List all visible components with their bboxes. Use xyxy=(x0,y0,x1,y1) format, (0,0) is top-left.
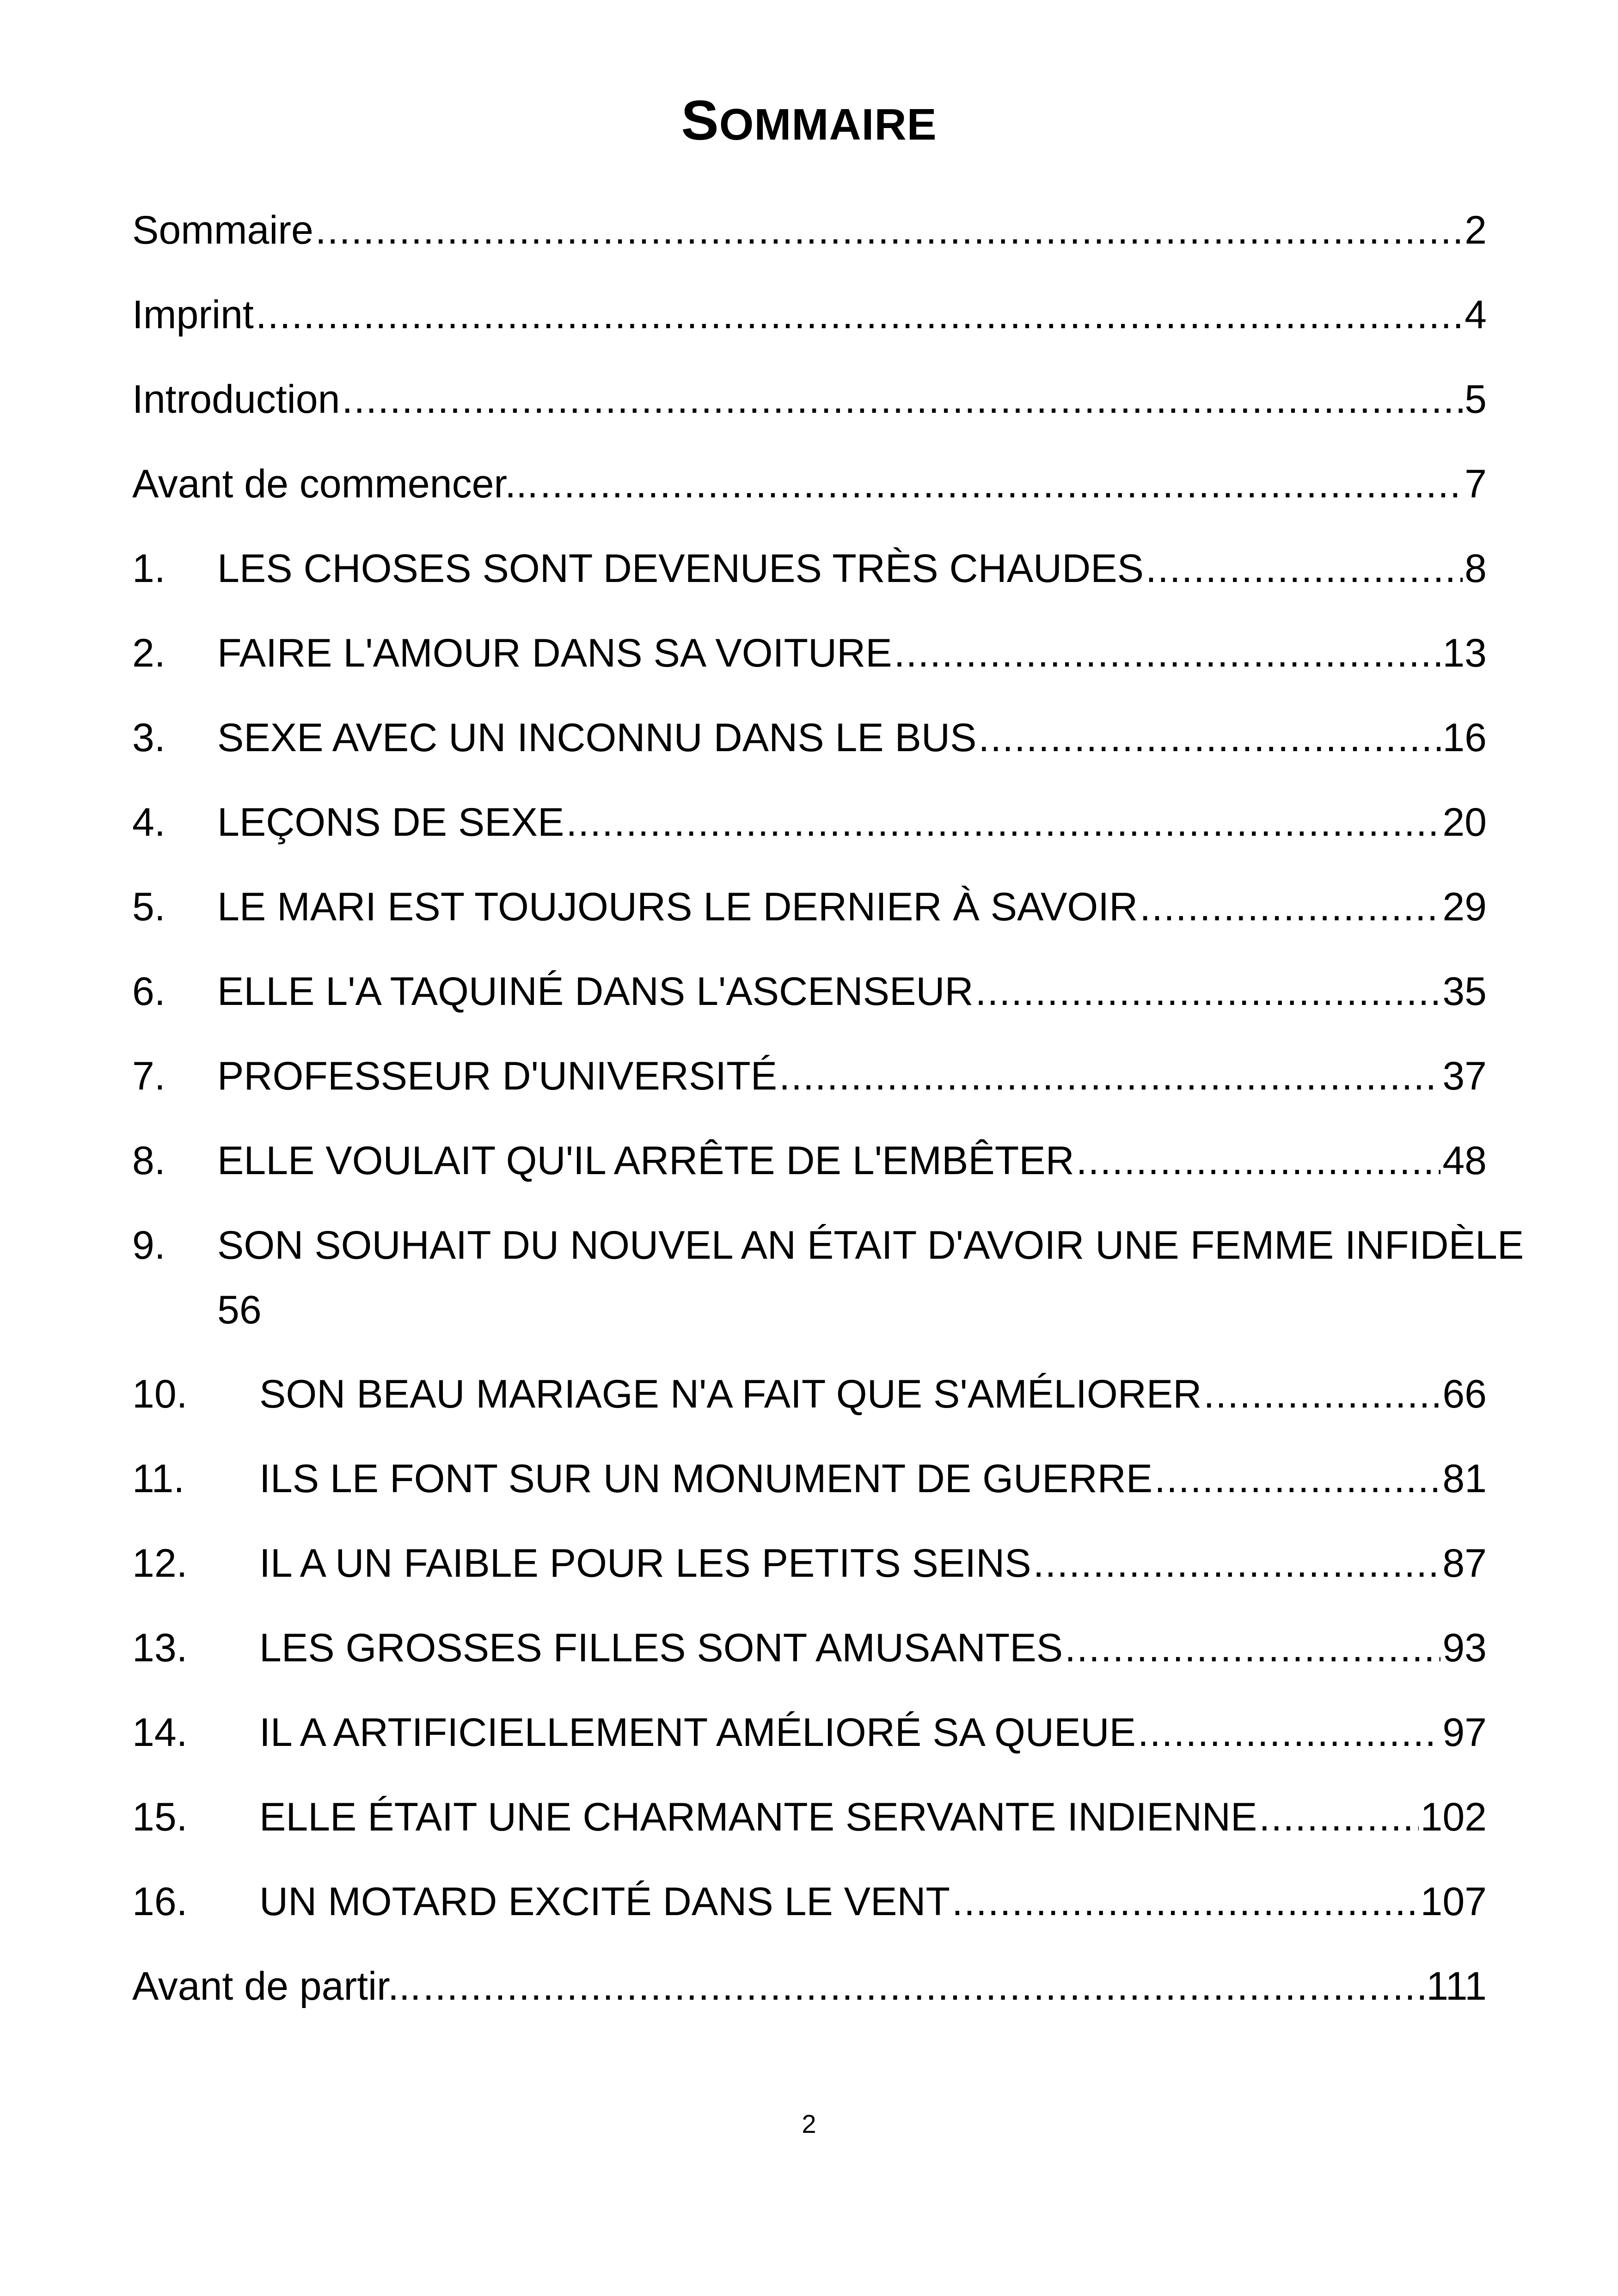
toc-entry-sommaire[interactable] xyxy=(132,198,1487,282)
toc-entry-label: Imprint xyxy=(132,293,254,337)
toc-dot-leader xyxy=(1140,875,1440,939)
toc-entry-number: 2. xyxy=(132,631,165,675)
title-rest: OMMAIRE xyxy=(719,100,937,149)
toc-dot-leader xyxy=(1154,1446,1440,1511)
toc-entry-page: 8 xyxy=(1465,546,1487,591)
toc-entry-page: 2 xyxy=(1465,208,1487,252)
toc-entry-label: Introduction xyxy=(132,377,340,422)
toc-dot-leader xyxy=(779,1044,1440,1108)
toc-entry-page: 29 xyxy=(1442,885,1487,929)
toc-entry-label: Avant de commencer... xyxy=(132,462,538,506)
toc-entry-number: 7. xyxy=(132,1054,165,1098)
toc-entry-label: Sommaire xyxy=(132,208,313,252)
toc-entry-page: 7 xyxy=(1465,462,1487,506)
toc-entry-chapter-7[interactable] xyxy=(132,1044,1487,1128)
toc-entry-page: 20 xyxy=(1442,800,1487,845)
toc-entry-label: ELLE L'A TAQUINÉ DANS L'ASCENSEUR xyxy=(217,969,974,1014)
toc-entry-page: 4 xyxy=(1465,293,1487,337)
toc-entry-page: 5 xyxy=(1465,377,1487,422)
toc-entry-page: 37 xyxy=(1442,1054,1487,1098)
toc-entry-label: SEXE AVEC UN INCONNU DANS LE BUS xyxy=(217,716,977,760)
toc-dot-leader xyxy=(423,1954,1425,2019)
toc-entry-introduction[interactable] xyxy=(132,367,1487,452)
title-initial: S xyxy=(681,89,719,152)
toc-dot-leader xyxy=(540,452,1463,516)
toc-dot-leader xyxy=(566,790,1440,855)
toc-entry-label: SON SOUHAIT DU NOUVEL AN ÉTAIT D'AVOIR UNE FEMME INFIDÈLE xyxy=(217,1223,1524,1267)
toc-entry-label: LE MARI EST TOUJOURS LE DERNIER À SAVOIR xyxy=(217,885,1138,929)
toc-entry-chapter-3[interactable] xyxy=(132,705,1487,790)
toc-entry-page: 111 xyxy=(1426,1964,1487,2008)
toc-entry-page: 16 xyxy=(1442,716,1487,760)
toc-dot-leader xyxy=(978,705,1440,770)
toc-entry-chapter-9[interactable] xyxy=(132,1213,1524,1362)
toc-entry-page: 87 xyxy=(1442,1541,1487,1586)
toc-entry-label: PROFESSEUR D'UNIVERSITÉ xyxy=(217,1054,778,1098)
toc-entry-chapter-16[interactable] xyxy=(132,1869,1487,1954)
toc-dot-leader xyxy=(952,1869,1418,1934)
toc-entry-avant-de-commencer[interactable] xyxy=(132,452,1487,536)
toc-dot-leader xyxy=(894,621,1441,686)
page-number: 2 xyxy=(802,2109,816,2138)
toc-entry-label: ELLE ÉTAIT UNE CHARMANTE SERVANTE INDIENNE xyxy=(259,1795,1257,1839)
toc-entry-label: LES CHOSES SONT DEVENUES TRÈS CHAUDES xyxy=(217,546,1144,591)
toc-entry-number: 5. xyxy=(132,885,165,929)
toc-entry-chapter-5[interactable] xyxy=(132,875,1487,959)
toc-entry-chapter-11[interactable] xyxy=(132,1446,1487,1531)
toc-entry-wrapped xyxy=(217,1213,1524,1342)
page-title xyxy=(0,88,1618,157)
toc-dot-leader xyxy=(1203,1362,1440,1427)
toc-entry-number: 6. xyxy=(132,969,165,1014)
toc-entry-chapter-12[interactable] xyxy=(132,1531,1487,1616)
toc-entry-chapter-13[interactable] xyxy=(132,1616,1487,1700)
toc-entry-chapter-4[interactable] xyxy=(132,790,1487,875)
toc-entry-label: ELLE VOULAIT QU'IL ARRÊTE DE L'EMBÊTER xyxy=(217,1139,1074,1183)
toc-entry-number: 4. xyxy=(132,800,165,845)
toc-dot-leader xyxy=(256,282,1463,347)
toc-entry-number: 8. xyxy=(132,1139,165,1183)
toc-entry-number: 1. xyxy=(132,546,165,591)
toc-dot-leader xyxy=(1138,1700,1440,1765)
toc-entry-number: 10. xyxy=(132,1372,188,1416)
toc-entry-number: 11. xyxy=(132,1457,185,1501)
toc-entry-chapter-10[interactable] xyxy=(132,1362,1487,1446)
toc-entry-number: 13. xyxy=(132,1626,188,1670)
toc-entry-label: IL A UN FAIBLE POUR LES PETITS SEINS xyxy=(259,1541,1031,1586)
toc-entry-page: 48 xyxy=(1442,1139,1487,1183)
toc-entry-chapter-15[interactable] xyxy=(132,1785,1487,1869)
toc-dot-leader xyxy=(1146,536,1463,601)
toc-dot-leader xyxy=(1033,1531,1441,1596)
toc-entry-imprint[interactable] xyxy=(132,282,1487,367)
toc-entry-label: IL A ARTIFICIELLEMENT AMÉLIORÉ SA QUEUE xyxy=(259,1710,1136,1755)
toc-entry-page: 13 xyxy=(1442,631,1487,675)
toc-entry-label: ILS LE FONT SUR UN MONUMENT DE GUERRE xyxy=(259,1457,1153,1501)
toc-entry-avant-de-partir[interactable] xyxy=(132,1954,1487,2039)
toc-entry-chapter-6[interactable] xyxy=(132,959,1487,1044)
toc-entry-chapter-1[interactable] xyxy=(132,536,1487,621)
toc-entry-page: 93 xyxy=(1442,1626,1487,1670)
toc-entry-label: LEÇONS DE SEXE xyxy=(217,800,564,845)
toc-entry-page: 81 xyxy=(1442,1457,1487,1501)
toc-dot-leader xyxy=(1065,1616,1440,1680)
toc-entry-page: 56 xyxy=(217,1288,262,1332)
table-of-contents xyxy=(132,198,1524,2039)
toc-dot-leader xyxy=(1076,1128,1441,1193)
toc-entry-number: 9. xyxy=(132,1223,165,1267)
toc-entry-page: 102 xyxy=(1420,1795,1487,1839)
toc-entry-number: 15. xyxy=(132,1795,188,1839)
toc-entry-chapter-8[interactable] xyxy=(132,1128,1487,1213)
toc-entry-chapter-2[interactable] xyxy=(132,621,1487,705)
toc-entry-page: 66 xyxy=(1442,1372,1487,1416)
toc-entry-label: SON BEAU MARIAGE N'A FAIT QUE S'AMÉLIORER xyxy=(259,1372,1202,1416)
toc-entry-page: 107 xyxy=(1420,1880,1487,1924)
toc-dot-leader xyxy=(342,367,1463,432)
toc-entry-label: LES GROSSES FILLES SONT AMUSANTES xyxy=(259,1626,1063,1670)
toc-dot-leader xyxy=(1259,1785,1418,1849)
toc-entry-number: 14. xyxy=(132,1710,188,1755)
toc-dot-leader xyxy=(975,959,1441,1024)
toc-entry-number: 3. xyxy=(132,716,165,760)
toc-entry-label: FAIRE L'AMOUR DANS SA VOITURE xyxy=(217,631,892,675)
toc-entry-page: 97 xyxy=(1442,1710,1487,1755)
toc-dot-leader xyxy=(315,198,1463,263)
toc-entry-label: Avant de partir... xyxy=(132,1964,421,2008)
toc-entry-chapter-14[interactable] xyxy=(132,1700,1487,1785)
toc-entry-number: 12. xyxy=(132,1541,188,1586)
toc-entry-page: 35 xyxy=(1442,969,1487,1014)
toc-entry-number: 16. xyxy=(132,1880,188,1924)
toc-entry-label: UN MOTARD EXCITÉ DANS LE VENT xyxy=(259,1880,950,1924)
